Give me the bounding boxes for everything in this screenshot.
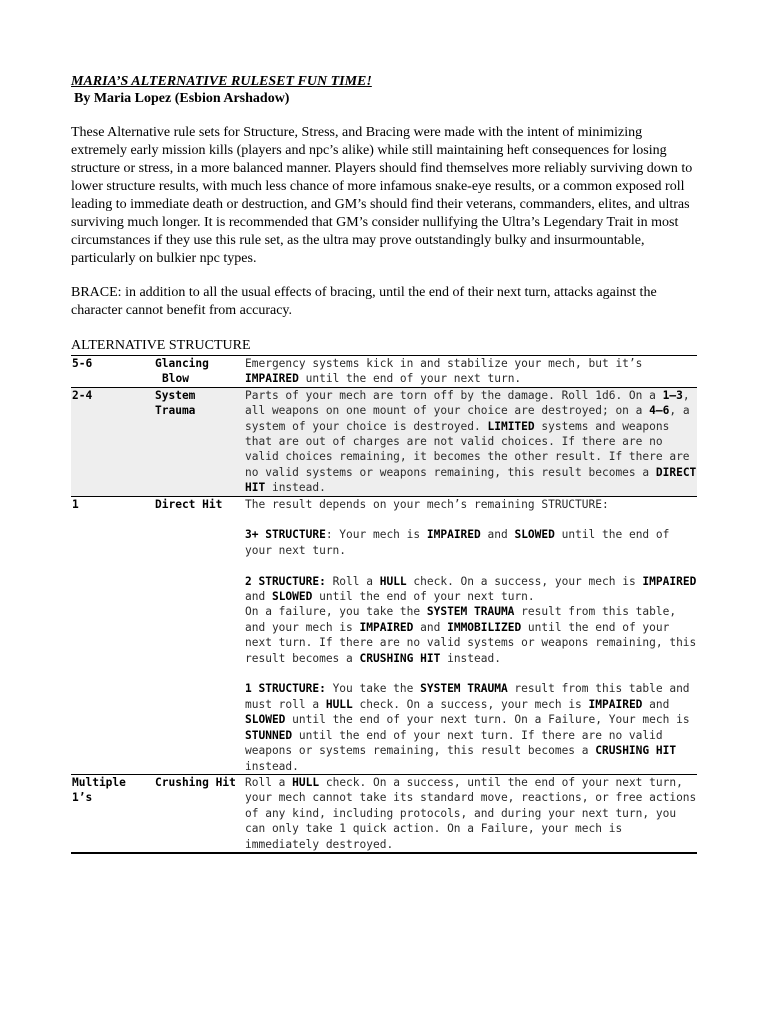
roll-range: 2-4: [71, 387, 154, 496]
result-name: Crushing Hit: [154, 774, 244, 853]
table-row-system-trauma: [71, 387, 697, 496]
result-description: Roll a HULL check. On a success, until the end of your next turn, your mech cannot take its standard move, reactions, or free actions of any kind, including protocols, and during your next turn, you can only take 1 quick action. On a Failure, your mech is immediately destroyed.: [244, 774, 697, 853]
result-description: Parts of your mech are torn off by the damage. Roll 1d6. On a 1–3, all weapons on one mount of your choice are destroyed; on a 4–6, a system of your choice is destroyed. LIMITED systems and weapons that are out of charges are not valid choices. If there are no valid choices remaining, it becomes the other result. If there are no valid systems or weapons remaining, this result becomes a DIRECT HIT instead.: [245, 388, 697, 495]
result-description: The result depends on your mech’s remaining STRUCTURE: 3+ STRUCTURE: Your mech is IMPAIRED and SLOWED until the end of your next turn. 2 STRUCTURE: Roll a HULL check. On a success, your mech is IMPAIRED and SLOWED until the end of your next turn. On a failure, you take the SYSTEM TRAUMA result from this table, and your mech is IMPAIRED and IMMOBILIZED until the end of your next turn. If there are no valid systems or weapons remaining, this result becomes a CRUSHING HIT instead. 1 STRUCTURE: You take the SYSTEM TRAUMA result from this table and must roll a HULL check. On a success, your mech is IMPAIRED and SLOWED until the end of your next turn. On a Failure, Your mech is STUNNED until the end of your next turn. If there are no valid weapons or systems remaining, this result becomes a CRUSHING HIT instead.: [245, 497, 697, 773]
document-author: By Maria Lopez (Esbion Arshadow): [74, 91, 290, 106]
structure-3-plus: 3+ STRUCTURE: Your mech is IMPAIRED and SLOWED until the end of your next turn.: [245, 528, 670, 557]
structure-1: 1 STRUCTURE: You take the SYSTEM TRAUMA result from this table and must roll a HULL check. On a success, your mech is IMPAIRED and SLOWED until the end of your next turn. On a Failure, Your mech is STUNNED until the end of your next turn. If there are no valid weapons or systems remaining, this result becomes a CRUSHING HIT instead.: [245, 682, 690, 773]
table-row-crushing-hit: [71, 774, 697, 853]
roll-range: 5-6: [71, 356, 154, 388]
structure-table: [71, 355, 697, 854]
result-name: System Trauma: [154, 387, 244, 496]
document-title: MARIA’S ALTERNATIVE RULESET FUN TIME!: [71, 74, 372, 89]
table-row-direct-hit: [71, 496, 697, 774]
roll-range: Multiple 1’s: [71, 774, 154, 853]
roll-range: 1: [71, 496, 154, 774]
result-name: Direct Hit: [154, 496, 244, 774]
table-row-glancing-blow: [71, 356, 697, 388]
section-heading: ALTERNATIVE STRUCTURE: [71, 338, 251, 353]
brace-paragraph: BRACE: in addition to all the usual effects of bracing, until the end of their next turn, attacks against the character cannot benefit from accuracy.: [71, 285, 657, 318]
intro-paragraph: These Alternative rule sets for Structure, Stress, and Bracing were made with the intent of minimizing extremely early mission kills (players and npc’s alike) while still maintaining heft consequences for losing structure or stress, in a more balanced manner. Players should find themselves more reliably surviving down to lower structure results, with much less chance of more infamous snake-eye results, or a common exposed roll leading to immediate death or destruction, and GM’s should find their veterans, commanders, elites, and ultras surviving much longer. It is recommended that GM’s consider nullifying the Ultra’s Legendary Trait in most circumstances if they use this rule set, as the ultra may prove outstandingly bulky and insurmountable, particularly on bulkier npc types.: [71, 125, 693, 266]
document-page: [71, 73, 697, 854]
result-name: Glancing Blow: [154, 356, 244, 388]
structure-2: 2 STRUCTURE: Roll a HULL check. On a success, your mech is IMPAIRED and SLOWED until the end of your next turn. On a failure, you take the SYSTEM TRAUMA result from this table, and your mech is IMPAIRED and IMMOBILIZED until the end of your next turn. If there are no valid systems or weapons remaining, this result becomes a CRUSHING HIT instead.: [245, 574, 697, 665]
result-description: Emergency systems kick in and stabilize your mech, but it’s IMPAIRED until the end of your next turn.: [244, 356, 697, 388]
